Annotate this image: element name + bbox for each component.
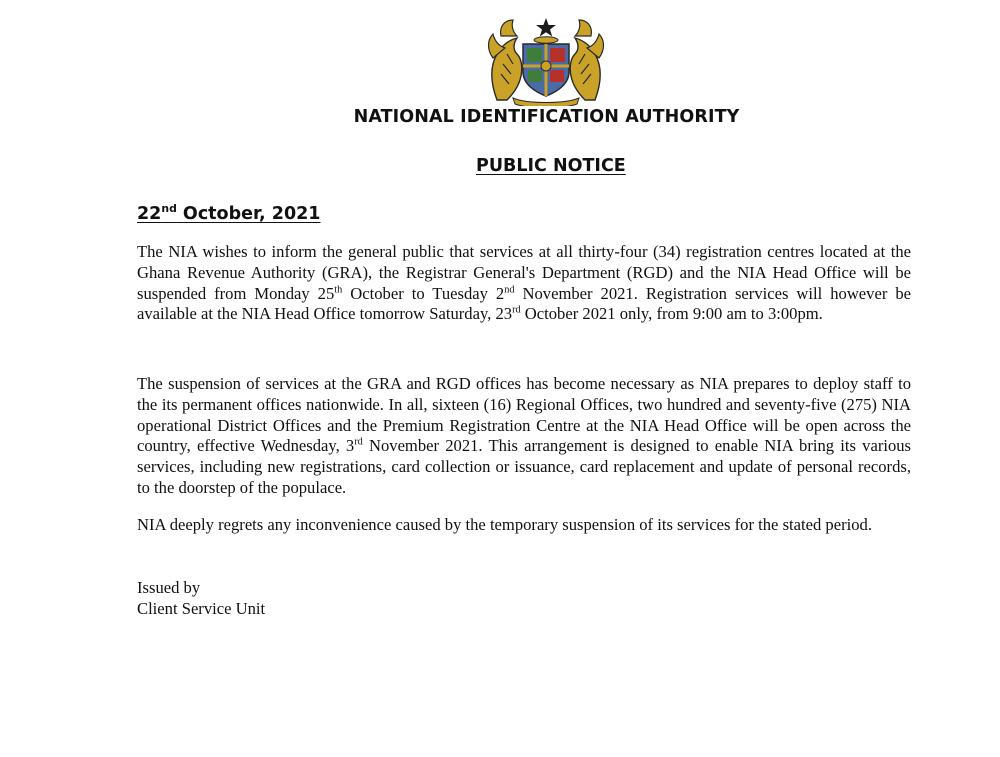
paragraph1-text-4: October 2021 only, from 9:00 am to 3:00pm. — [520, 304, 823, 324]
coat-of-arms-icon — [483, 14, 609, 106]
paragraph-apology: NIA deeply regrets any inconvenience caused by the temporary suspension of its services for the stated period. — [137, 515, 872, 534]
motto-ribbon-icon — [513, 98, 579, 106]
notice-title: PUBLIC NOTICE — [476, 156, 626, 176]
date-suffix: nd — [161, 202, 177, 216]
issuer-name: Client Service Unit — [137, 598, 266, 618]
date-day: 22 — [137, 204, 162, 224]
paragraph-suspension-notice — [137, 242, 911, 325]
paragraph2-text-1: The suspension of services at the GRA and RGD offices has become necessary as NIA prepares to deploy staff to the its permanent offices nationwide. In all, sixteen (16) Regional Offices, two hundred and seventy-five (275) NIA operational District Offices and the Premium Registration Centre at the NIA Head Office will be open across the country, effective Wednesday, 3 — [137, 374, 911, 456]
organization-title: NATIONAL IDENTIFICATION AUTHORITY — [353, 107, 740, 127]
paragraph1-sup-2: nd — [504, 284, 515, 296]
right-eagle-icon — [570, 20, 603, 100]
paragraph2-text-2: November 2021. This arrangement is designed to enable NIA bring its various services, including new registrations, card collection or issuance, card replacement and update of personal records, to the doorstep of the populace. — [137, 436, 912, 497]
issued-by-label: Issued by — [137, 578, 201, 597]
paragraph1-text-1: The NIA wishes to inform the general public that services at all thirty-four (34) registration centres located at the Ghana Revenue Authority (GRA), the Registrar General's Department (RGD) and the NIA Head Office will be suspended from Monday 25 — [137, 242, 911, 303]
paragraph1-sup-3: rd — [512, 304, 521, 316]
left-eagle-icon — [489, 20, 522, 100]
shield-icon — [523, 44, 569, 96]
issued-by-block — [137, 578, 265, 620]
paragraph1-text-2: October to Tuesday 2 — [342, 283, 505, 303]
star-icon — [536, 18, 556, 37]
paragraph-deployment-details — [137, 374, 911, 499]
date-rest: October, 2021 — [176, 204, 321, 224]
notice-date — [137, 204, 320, 224]
paragraph2-sup-1: rd — [354, 436, 363, 448]
paragraph1-sup-1: th — [334, 284, 343, 296]
paragraph1-text-3: November 2021. Registration services will however be available at the NIA Head Office tomorrow Saturday, 23 — [137, 283, 912, 324]
